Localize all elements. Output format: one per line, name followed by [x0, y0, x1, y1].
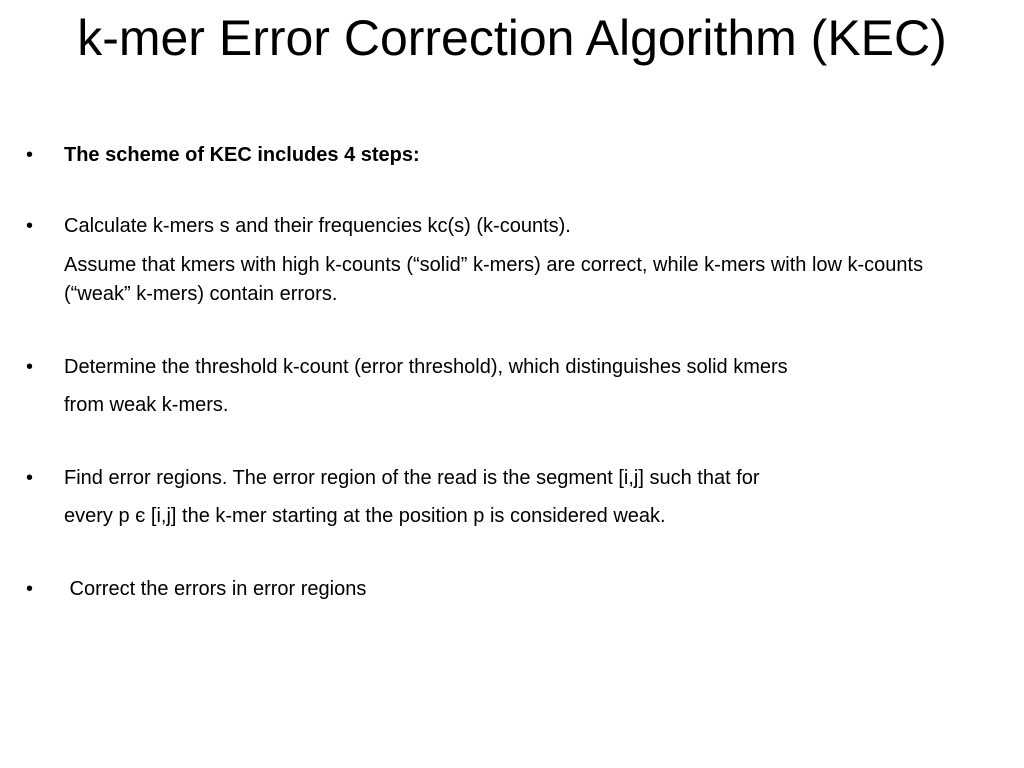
step3-line1: Find error regions. The error region of the read is the segment [i,j] such that for [64, 467, 760, 489]
bullet-glyph: • [26, 215, 34, 237]
step4-line1: Correct the errors in error regions [64, 578, 367, 600]
step1-line1: Calculate k-mers s and their frequencies kc(s) (k-counts). [64, 215, 571, 237]
bullet-glyph: • [26, 467, 34, 489]
intro-text: The scheme of KEC includes 4 steps: [64, 144, 420, 166]
step1-line2: Assume that kmers with high k-counts (“solid” k-mers) are correct, while k-mers with low k-counts (“weak” k-mers) contain errors. [64, 254, 924, 305]
step2-line2: from weak k-mers. [64, 394, 229, 416]
bullet-glyph: • [26, 578, 34, 600]
bullet-glyph: • [26, 144, 34, 166]
step2-line1: Determine the threshold k-count (error threshold), which distinguishes solid kmers [64, 356, 788, 378]
slide-title: k-mer Error Correction Algorithm (KEC) [77, 10, 947, 66]
step3-line2: every p є [i,j] the k-mer starting at the position p is considered weak. [64, 505, 666, 527]
bullet-glyph: • [26, 356, 34, 378]
